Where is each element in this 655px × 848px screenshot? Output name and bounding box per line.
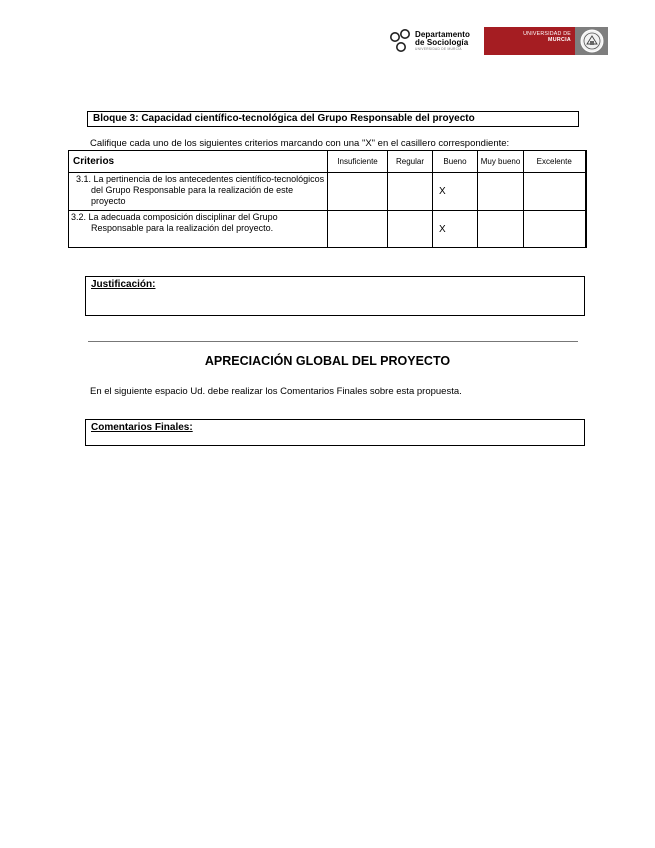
- criterion-text: 3.1. La pertinencia de los antecedentes científico-tecnológicos del Grupo Responsable para la realización de este proyecto: [76, 174, 325, 206]
- university-logo: [484, 27, 608, 55]
- department-name-line3: UNIVERSIDAD DE MURCIA: [415, 46, 462, 51]
- section-divider: [88, 341, 578, 342]
- rating-cell-insuficiente[interactable]: [328, 211, 388, 248]
- department-name-line1: Departamento: [415, 29, 470, 39]
- column-header-criteria: Criterios: [69, 151, 328, 173]
- global-section-title: APRECIACIÓN GLOBAL DEL PROYECTO: [204, 354, 451, 368]
- table-header-row: [69, 151, 586, 173]
- criterion-cell: [69, 211, 328, 248]
- table-row: [69, 173, 586, 211]
- criterion-cell: [69, 173, 328, 211]
- rating-cell-insuficiente[interactable]: [328, 173, 388, 211]
- rating-instruction: Califique cada uno de los siguientes criterios marcando con una "X" en el casillero correspondiente:: [90, 138, 510, 149]
- rating-cell-regular[interactable]: [388, 173, 433, 211]
- department-logo: [389, 27, 481, 55]
- rating-cell-excelente[interactable]: [524, 211, 586, 248]
- rating-cell-bueno[interactable]: X: [433, 173, 478, 211]
- university-name-line2: MURCIA: [548, 36, 571, 43]
- rating-cell-regular[interactable]: [388, 211, 433, 248]
- final-comments-instruction: En el siguiente espacio Ud. debe realizar los Comentarios Finales sobre esta propuesta.: [90, 386, 462, 397]
- block-title: Bloque 3: Capacidad científico-tecnológica del Grupo Responsable del proyecto: [87, 111, 579, 127]
- table-row: [69, 211, 586, 248]
- criteria-table: [68, 150, 587, 248]
- column-header-insuficiente: Insuficiente: [328, 151, 388, 173]
- justification-label: Justificación:: [91, 279, 156, 290]
- justification-box[interactable]: [85, 276, 585, 316]
- column-header-regular: Regular: [388, 151, 433, 173]
- department-name-line2: de Sociología: [415, 37, 469, 47]
- column-header-excelente: Excelente: [524, 151, 586, 173]
- criterion-text: 3.2. La adecuada composición disciplinar del Grupo Responsable para la realización del proyecto.: [71, 212, 278, 233]
- university-seal-icon: [575, 27, 608, 55]
- rating-cell-bueno[interactable]: X: [433, 211, 478, 248]
- rating-cell-excelente[interactable]: [524, 173, 586, 211]
- final-comments-box[interactable]: [85, 419, 585, 446]
- university-name-line1: UNIVERSIDAD DE: [523, 31, 571, 37]
- rating-cell-muy-bueno[interactable]: [478, 211, 524, 248]
- department-rings-icon: [389, 28, 411, 54]
- final-comments-label: Comentarios Finales:: [91, 422, 193, 433]
- rating-cell-muy-bueno[interactable]: [478, 173, 524, 211]
- column-header-muy-bueno: Muy bueno: [478, 151, 524, 173]
- column-header-bueno: Bueno: [433, 151, 478, 173]
